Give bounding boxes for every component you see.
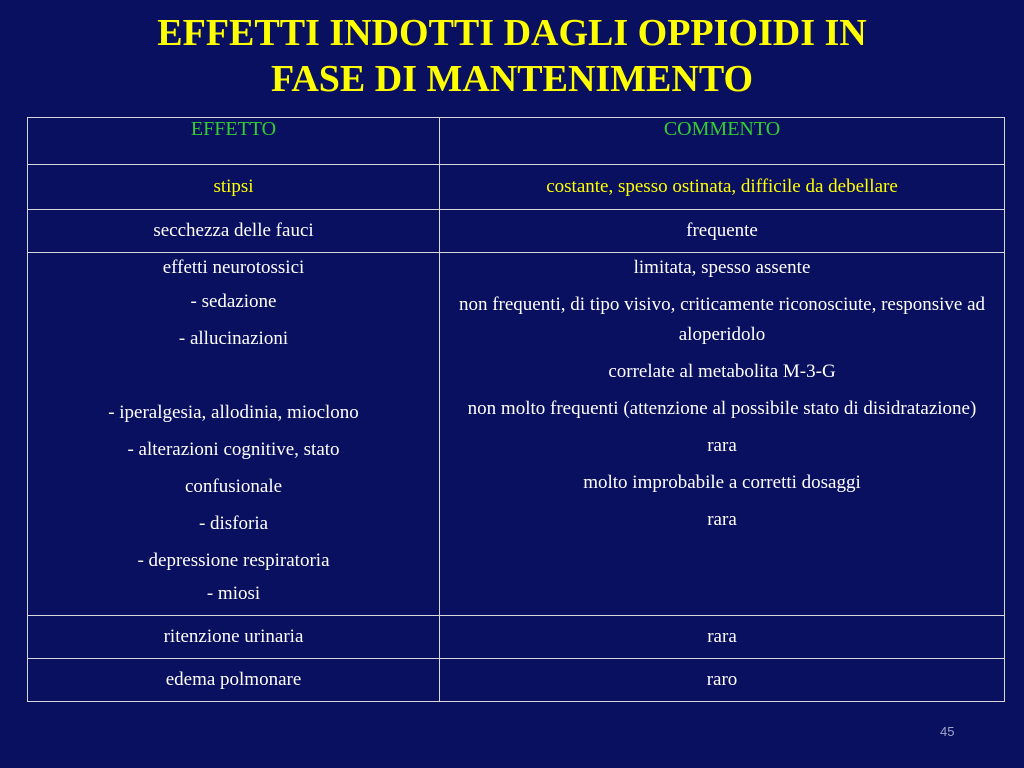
table-header-row — [28, 118, 1005, 165]
title-line-1: EFFETTI INDOTTI DAGLI OPPIOIDI IN — [157, 12, 867, 54]
page-number: 45 — [940, 724, 955, 739]
table-row — [28, 210, 1005, 253]
effect-cell: ritenzione urinaria — [28, 616, 440, 659]
comment-line: non frequenti, di tipo visivo, criticamente riconosciute, responsive ad aloperidolo — [458, 294, 986, 345]
effect-cell — [28, 253, 440, 616]
comment-line: correlate al metabolita M-3-G — [608, 361, 836, 382]
comment-line: molto improbabile a corretti dosaggi — [583, 472, 861, 493]
slide-title — [0, 10, 1024, 102]
effect-line: - sedazione — [190, 291, 277, 312]
effect-cell: stipsi — [28, 165, 440, 210]
header-effetto: EFFETTO — [28, 118, 440, 165]
effect-line: - allucinazioni — [178, 328, 289, 349]
comment-line: rara — [707, 509, 737, 530]
header-commento: COMMENTO — [440, 118, 1005, 165]
table-row — [28, 616, 1005, 659]
title-line-2: FASE DI MANTENIMENTO — [270, 58, 754, 100]
effect-cell: edema polmonare — [28, 659, 440, 702]
effect-line: - depressione respiratoria — [137, 550, 330, 571]
effect-line: effetti neurotossici — [162, 257, 305, 278]
effect-line: - iperalgesia, allodinia, mioclono — [108, 402, 359, 423]
comment-cell: raro — [440, 659, 1005, 702]
effect-line: confusionale — [184, 476, 283, 497]
table-row-neurotoxic — [28, 253, 1005, 616]
comment-cell: costante, spesso ostinata, difficile da debellare — [440, 165, 1005, 210]
table-row — [28, 659, 1005, 702]
effect-line: - miosi — [206, 583, 261, 604]
comment-cell: rara — [440, 616, 1005, 659]
comment-line: rara — [707, 435, 737, 456]
effect-cell: secchezza delle fauci — [28, 210, 440, 253]
effect-line: - alterazioni cognitive, stato — [127, 439, 340, 460]
comment-line: non molto frequenti (attenzione al possibile stato di disidratazione) — [467, 398, 977, 419]
comment-cell: frequente — [440, 210, 1005, 253]
effect-line: - disforia — [198, 513, 269, 534]
table-row — [28, 165, 1005, 210]
comment-line: limitata, spesso assente — [633, 257, 811, 278]
spacer — [30, 357, 437, 394]
effects-table — [27, 117, 1005, 702]
comment-cell — [440, 253, 1005, 616]
